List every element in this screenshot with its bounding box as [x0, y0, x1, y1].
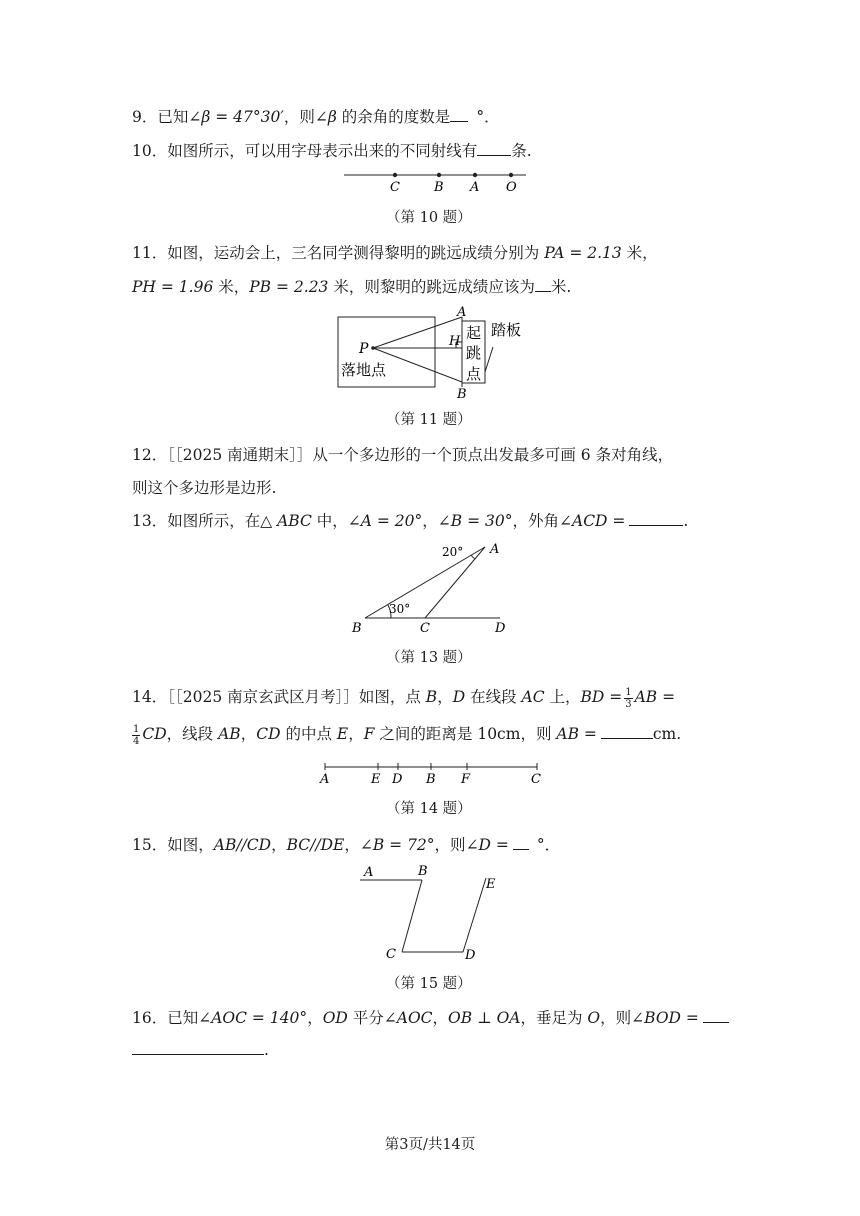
question-10: [132, 139, 532, 161]
text: 如图所示，可以用字母表示出来的不同射线有: [167, 142, 478, 160]
math: ∠B = 72°: [359, 836, 435, 854]
label-c: C: [420, 621, 430, 636]
question-number: 9．: [132, 108, 158, 126]
figure-caption: （第 10 题）: [386, 210, 472, 226]
board-pointer: [485, 347, 493, 372]
math: D: [452, 688, 466, 706]
text: 之间的距离是 10cm，则: [374, 725, 557, 743]
label-takeoff: 起: [466, 324, 482, 342]
label-c: C: [390, 180, 400, 195]
question-number: 10．: [132, 142, 168, 160]
question-14-line2: [132, 722, 681, 747]
label-d: D: [392, 772, 403, 787]
label-b: B: [457, 387, 467, 400]
answer-blank[interactable]: [703, 1008, 729, 1023]
text: ，外角: [512, 512, 560, 530]
answer-blank[interactable]: [601, 724, 653, 739]
text: ，线段: [166, 725, 219, 743]
text: 如图，运动会上，三名同学测得黎明的跳远成绩分别为: [167, 244, 540, 262]
math: ∠AOC: [383, 1009, 433, 1027]
label-b: B: [418, 864, 428, 879]
question-number: 14．: [132, 688, 168, 706]
math: CD: [256, 725, 281, 743]
label-d: D: [495, 621, 506, 636]
label-a: A: [320, 772, 330, 787]
label-a: A: [490, 542, 500, 557]
question-number: 11．: [132, 244, 168, 262]
math: AB =: [556, 725, 597, 743]
question-11-line2: [132, 275, 571, 297]
math: ∠D =: [465, 836, 509, 854]
math: BD =: [580, 688, 623, 706]
question-9: [132, 105, 500, 127]
point-c: [393, 173, 397, 177]
question-14-line1: [132, 685, 675, 710]
text: ，则: [434, 836, 466, 854]
label-board: 踏板: [491, 321, 522, 339]
text: .: [264, 1041, 269, 1059]
point-b: [437, 173, 441, 177]
text: ，: [240, 725, 257, 743]
question-number: 12．: [132, 446, 168, 464]
label-b: B: [434, 180, 444, 195]
question-12-line1: [132, 443, 673, 465]
label-c: C: [386, 947, 396, 962]
question-11-line1: [132, 241, 658, 263]
label-d: D: [465, 948, 476, 963]
figure-caption: （第 13 题）: [386, 650, 472, 666]
answer-blank[interactable]: [629, 511, 683, 526]
label-a: A: [364, 865, 374, 880]
segment-de: [463, 878, 486, 952]
text: 如图，: [167, 836, 214, 854]
question-number: 13．: [132, 512, 168, 530]
text: ，: [348, 725, 364, 743]
text: 条.: [511, 142, 532, 160]
text: 米，则黎明的跳远成绩应该为: [328, 278, 535, 296]
figure-15: [355, 858, 515, 968]
answer-blank[interactable]: [450, 107, 468, 122]
label-a: A: [457, 305, 467, 320]
segment-ba: [365, 547, 485, 618]
text: ，: [271, 836, 287, 854]
text: ，垂足为: [520, 1009, 588, 1027]
figure-caption: （第 15 题）: [386, 976, 472, 992]
answer-blank[interactable]: [477, 141, 511, 156]
text: 在线段: [465, 688, 522, 706]
math: E: [336, 725, 349, 743]
math: AC: [521, 688, 545, 706]
math: AB: [218, 725, 241, 743]
text: ，则: [600, 1009, 632, 1027]
label-o: O: [506, 180, 517, 195]
text: ，: [307, 1009, 323, 1027]
question-16-line2: [132, 1040, 269, 1059]
segment-pb: [373, 348, 462, 382]
math: ∠β: [314, 108, 337, 126]
label-b: B: [426, 772, 436, 787]
text: ，: [432, 1009, 449, 1027]
math: PB = 2.23: [249, 278, 329, 296]
math: PH = 1.96: [132, 278, 214, 296]
figure-13: [345, 537, 520, 637]
math: OB ⊥ OA: [448, 1009, 521, 1027]
math: PA = 2.13: [544, 244, 622, 262]
text: cm.: [652, 725, 682, 743]
text: 从一个多边形的一个顶点出发最多可画 6 条对角线，: [312, 446, 674, 464]
denominator: 4: [133, 735, 140, 747]
segment-bc: [402, 880, 422, 952]
label-h: H: [449, 334, 461, 349]
text: 如图所示，在: [167, 512, 261, 530]
math: OD: [322, 1009, 348, 1027]
angle-a-arc: [471, 555, 475, 559]
figure-10: [340, 168, 530, 198]
fraction: [624, 687, 632, 710]
numerator: 1: [625, 686, 632, 698]
text: 的余角的度数是: [336, 108, 451, 126]
label-angle-b: 30°: [389, 602, 411, 616]
label-b: B: [352, 621, 362, 636]
label-e: E: [371, 772, 381, 787]
source-tag: ［［2025 南通期末］］: [167, 446, 313, 464]
figure-11: [335, 305, 535, 400]
text: 如图，点: [358, 688, 426, 706]
math: F: [363, 725, 375, 743]
text: °．: [536, 836, 561, 854]
text: ，则: [283, 108, 315, 126]
math: ∠BOD =: [631, 1009, 699, 1027]
question-12-line2: [132, 476, 276, 498]
text: 平分: [347, 1009, 384, 1027]
math: ∠AOC = 140°: [198, 1009, 308, 1027]
label-a: A: [470, 180, 480, 195]
page-footer: 第3页/共14页: [384, 1137, 476, 1153]
denominator: 3: [625, 698, 632, 710]
question-number: 16．: [132, 1009, 168, 1027]
text: 已知: [157, 108, 189, 126]
math: ∠B = 30°: [437, 512, 513, 530]
math: B: [425, 688, 438, 706]
answer-blank[interactable]: [535, 277, 551, 292]
text: ，: [437, 688, 453, 706]
math: AB =: [634, 688, 676, 706]
math: AB//CD: [213, 836, 272, 854]
math: ∠β = 47°30′: [188, 108, 284, 126]
answer-blank-cont[interactable]: [132, 1040, 264, 1055]
figure-caption: （第 14 题）: [386, 801, 472, 817]
question-15: [132, 833, 560, 855]
text: 中，: [311, 512, 348, 530]
text: 米.: [550, 278, 572, 296]
math: O: [587, 1009, 601, 1027]
point-a: [473, 173, 477, 177]
question-number: 15．: [132, 836, 168, 854]
label-takeoff: 点: [466, 365, 482, 383]
label-f: F: [461, 772, 471, 787]
numerator: 1: [133, 723, 140, 735]
label-c: C: [531, 772, 541, 787]
figure-caption: （第 11 题）: [386, 412, 472, 428]
math: ∠ACD =: [559, 512, 626, 530]
text: ，: [422, 512, 438, 530]
text: 米，: [621, 244, 658, 262]
text: 则这个多边形是边形.: [132, 479, 277, 497]
text: ，: [344, 836, 360, 854]
text: 已知: [167, 1009, 199, 1027]
math: BC//DE: [286, 836, 345, 854]
source-tag: ［［2025 南京玄武区月考］］: [167, 688, 359, 706]
question-16-line1: [132, 1006, 729, 1028]
label-e: E: [486, 877, 496, 892]
math: ∠A = 20°: [347, 512, 423, 530]
text: 上，: [544, 688, 581, 706]
question-13: [132, 509, 688, 531]
point-o: [509, 173, 513, 177]
text: 米，: [213, 278, 250, 296]
answer-blank[interactable]: [513, 835, 529, 850]
text: .: [683, 512, 689, 530]
text: °．: [476, 108, 500, 126]
text: 的中点: [280, 725, 337, 743]
figure-14: [315, 760, 545, 788]
label-landing: 落地点: [341, 361, 387, 379]
label-p: P: [359, 341, 369, 357]
label-angle-a: 20°: [442, 545, 464, 559]
fraction: [132, 724, 140, 747]
math: CD: [142, 725, 167, 743]
math: △ ABC: [260, 512, 312, 530]
label-takeoff: 跳: [466, 344, 482, 362]
